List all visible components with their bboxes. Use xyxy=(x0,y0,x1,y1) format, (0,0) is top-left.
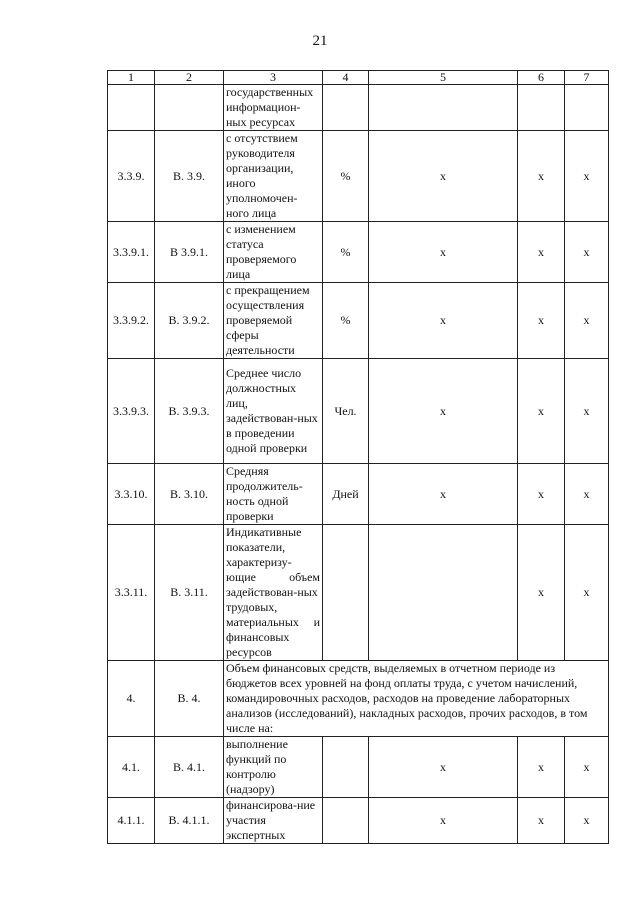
table-row-span xyxy=(108,661,609,737)
indicator-table xyxy=(107,70,609,844)
row-unit xyxy=(323,525,369,661)
row-col5: x xyxy=(369,283,518,359)
row-col5: x xyxy=(369,798,518,844)
row-unit xyxy=(323,798,369,844)
row-number: 3.3.9. xyxy=(108,131,155,222)
table-row xyxy=(108,525,609,661)
header-cell: 5 xyxy=(369,71,518,85)
table-row xyxy=(108,85,609,131)
row-name: выполнение функций по контролю (надзору) xyxy=(224,737,323,798)
row-col7: x xyxy=(565,464,609,525)
row-name: Индикативные показатели, характеризу-ющие объем задействован-ных трудовых, материальных и финансовых ресурсов xyxy=(224,525,323,661)
row-col6: x xyxy=(518,737,565,798)
row-col7: x xyxy=(565,131,609,222)
row-span-text: Объем финансовых средств, выделяемых в отчетном периоде из бюджетов всех уровней на фонд оплаты труда, с учетом начислений, командировочных расходов, расходов на проведение лабораторных анализов (исследований), накладных расходов, прочих расходов, в том числе на: xyxy=(224,661,609,737)
table-row xyxy=(108,737,609,798)
row-name: государственных информацион-ных ресурсах xyxy=(224,85,323,131)
row-code: В. 3.10. xyxy=(155,464,224,525)
header-cell: 1 xyxy=(108,71,155,85)
table-row xyxy=(108,464,609,525)
row-col7 xyxy=(565,85,609,131)
row-number: 3.3.9.3. xyxy=(108,359,155,464)
row-col5: x xyxy=(369,464,518,525)
row-unit: Дней xyxy=(323,464,369,525)
row-code: В. 4.1. xyxy=(155,737,224,798)
row-col6 xyxy=(518,85,565,131)
row-number: 4.1.1. xyxy=(108,798,155,844)
row-code: В. 3.9.3. xyxy=(155,359,224,464)
row-number: 3.3.10. xyxy=(108,464,155,525)
row-col6: x xyxy=(518,798,565,844)
row-unit: % xyxy=(323,131,369,222)
row-col5 xyxy=(369,85,518,131)
row-name: Средняя продолжитель-ность одной проверки xyxy=(224,464,323,525)
row-code: В. 3.11. xyxy=(155,525,224,661)
row-col5: x xyxy=(369,222,518,283)
header-row xyxy=(108,71,609,85)
header-cell: 4 xyxy=(323,71,369,85)
row-number: 3.3.9.2. xyxy=(108,283,155,359)
row-name: с отсутствием руководителя организации, иного уполномочен-ного лица xyxy=(224,131,323,222)
row-col6: x xyxy=(518,359,565,464)
row-name: с изменением статуса проверяемого лица xyxy=(224,222,323,283)
row-col7: x xyxy=(565,525,609,661)
row-code: В. 3.9. xyxy=(155,131,224,222)
row-col6: x xyxy=(518,222,565,283)
row-col7: x xyxy=(565,283,609,359)
row-unit: % xyxy=(323,222,369,283)
row-name: с прекращением осуществления проверяемой сферы деятельности xyxy=(224,283,323,359)
row-col7: x xyxy=(565,798,609,844)
row-name: финансирова-ние участия экспертных xyxy=(224,798,323,844)
row-col5: x xyxy=(369,737,518,798)
row-unit xyxy=(323,737,369,798)
row-number: 4. xyxy=(108,661,155,737)
table-row xyxy=(108,283,609,359)
header-cell: 6 xyxy=(518,71,565,85)
row-col5: x xyxy=(369,359,518,464)
header-cell: 3 xyxy=(224,71,323,85)
row-code: В. 4. xyxy=(155,661,224,737)
row-unit: % xyxy=(323,283,369,359)
row-code: В. 4.1.1. xyxy=(155,798,224,844)
row-col6: x xyxy=(518,525,565,661)
row-name: Среднее число должностных лиц, задействован-ных в проведении одной проверки xyxy=(224,359,323,464)
table-row xyxy=(108,359,609,464)
row-unit: Чел. xyxy=(323,359,369,464)
row-col6: x xyxy=(518,464,565,525)
row-code xyxy=(155,85,224,131)
row-code: В. 3.9.2. xyxy=(155,283,224,359)
row-col6: x xyxy=(518,131,565,222)
row-number xyxy=(108,85,155,131)
table-row xyxy=(108,798,609,844)
row-number: 3.3.9.1. xyxy=(108,222,155,283)
row-col5: x xyxy=(369,131,518,222)
row-col5 xyxy=(369,525,518,661)
row-col7: x xyxy=(565,359,609,464)
page-number: 21 xyxy=(312,33,328,49)
header-cell: 7 xyxy=(565,71,609,85)
header-cell: 2 xyxy=(155,71,224,85)
row-col7: x xyxy=(565,737,609,798)
row-col6: x xyxy=(518,283,565,359)
row-unit xyxy=(323,85,369,131)
table-row xyxy=(108,131,609,222)
row-number: 4.1. xyxy=(108,737,155,798)
table-row xyxy=(108,222,609,283)
row-col7: x xyxy=(565,222,609,283)
row-number: 3.3.11. xyxy=(108,525,155,661)
row-code: В 3.9.1. xyxy=(155,222,224,283)
